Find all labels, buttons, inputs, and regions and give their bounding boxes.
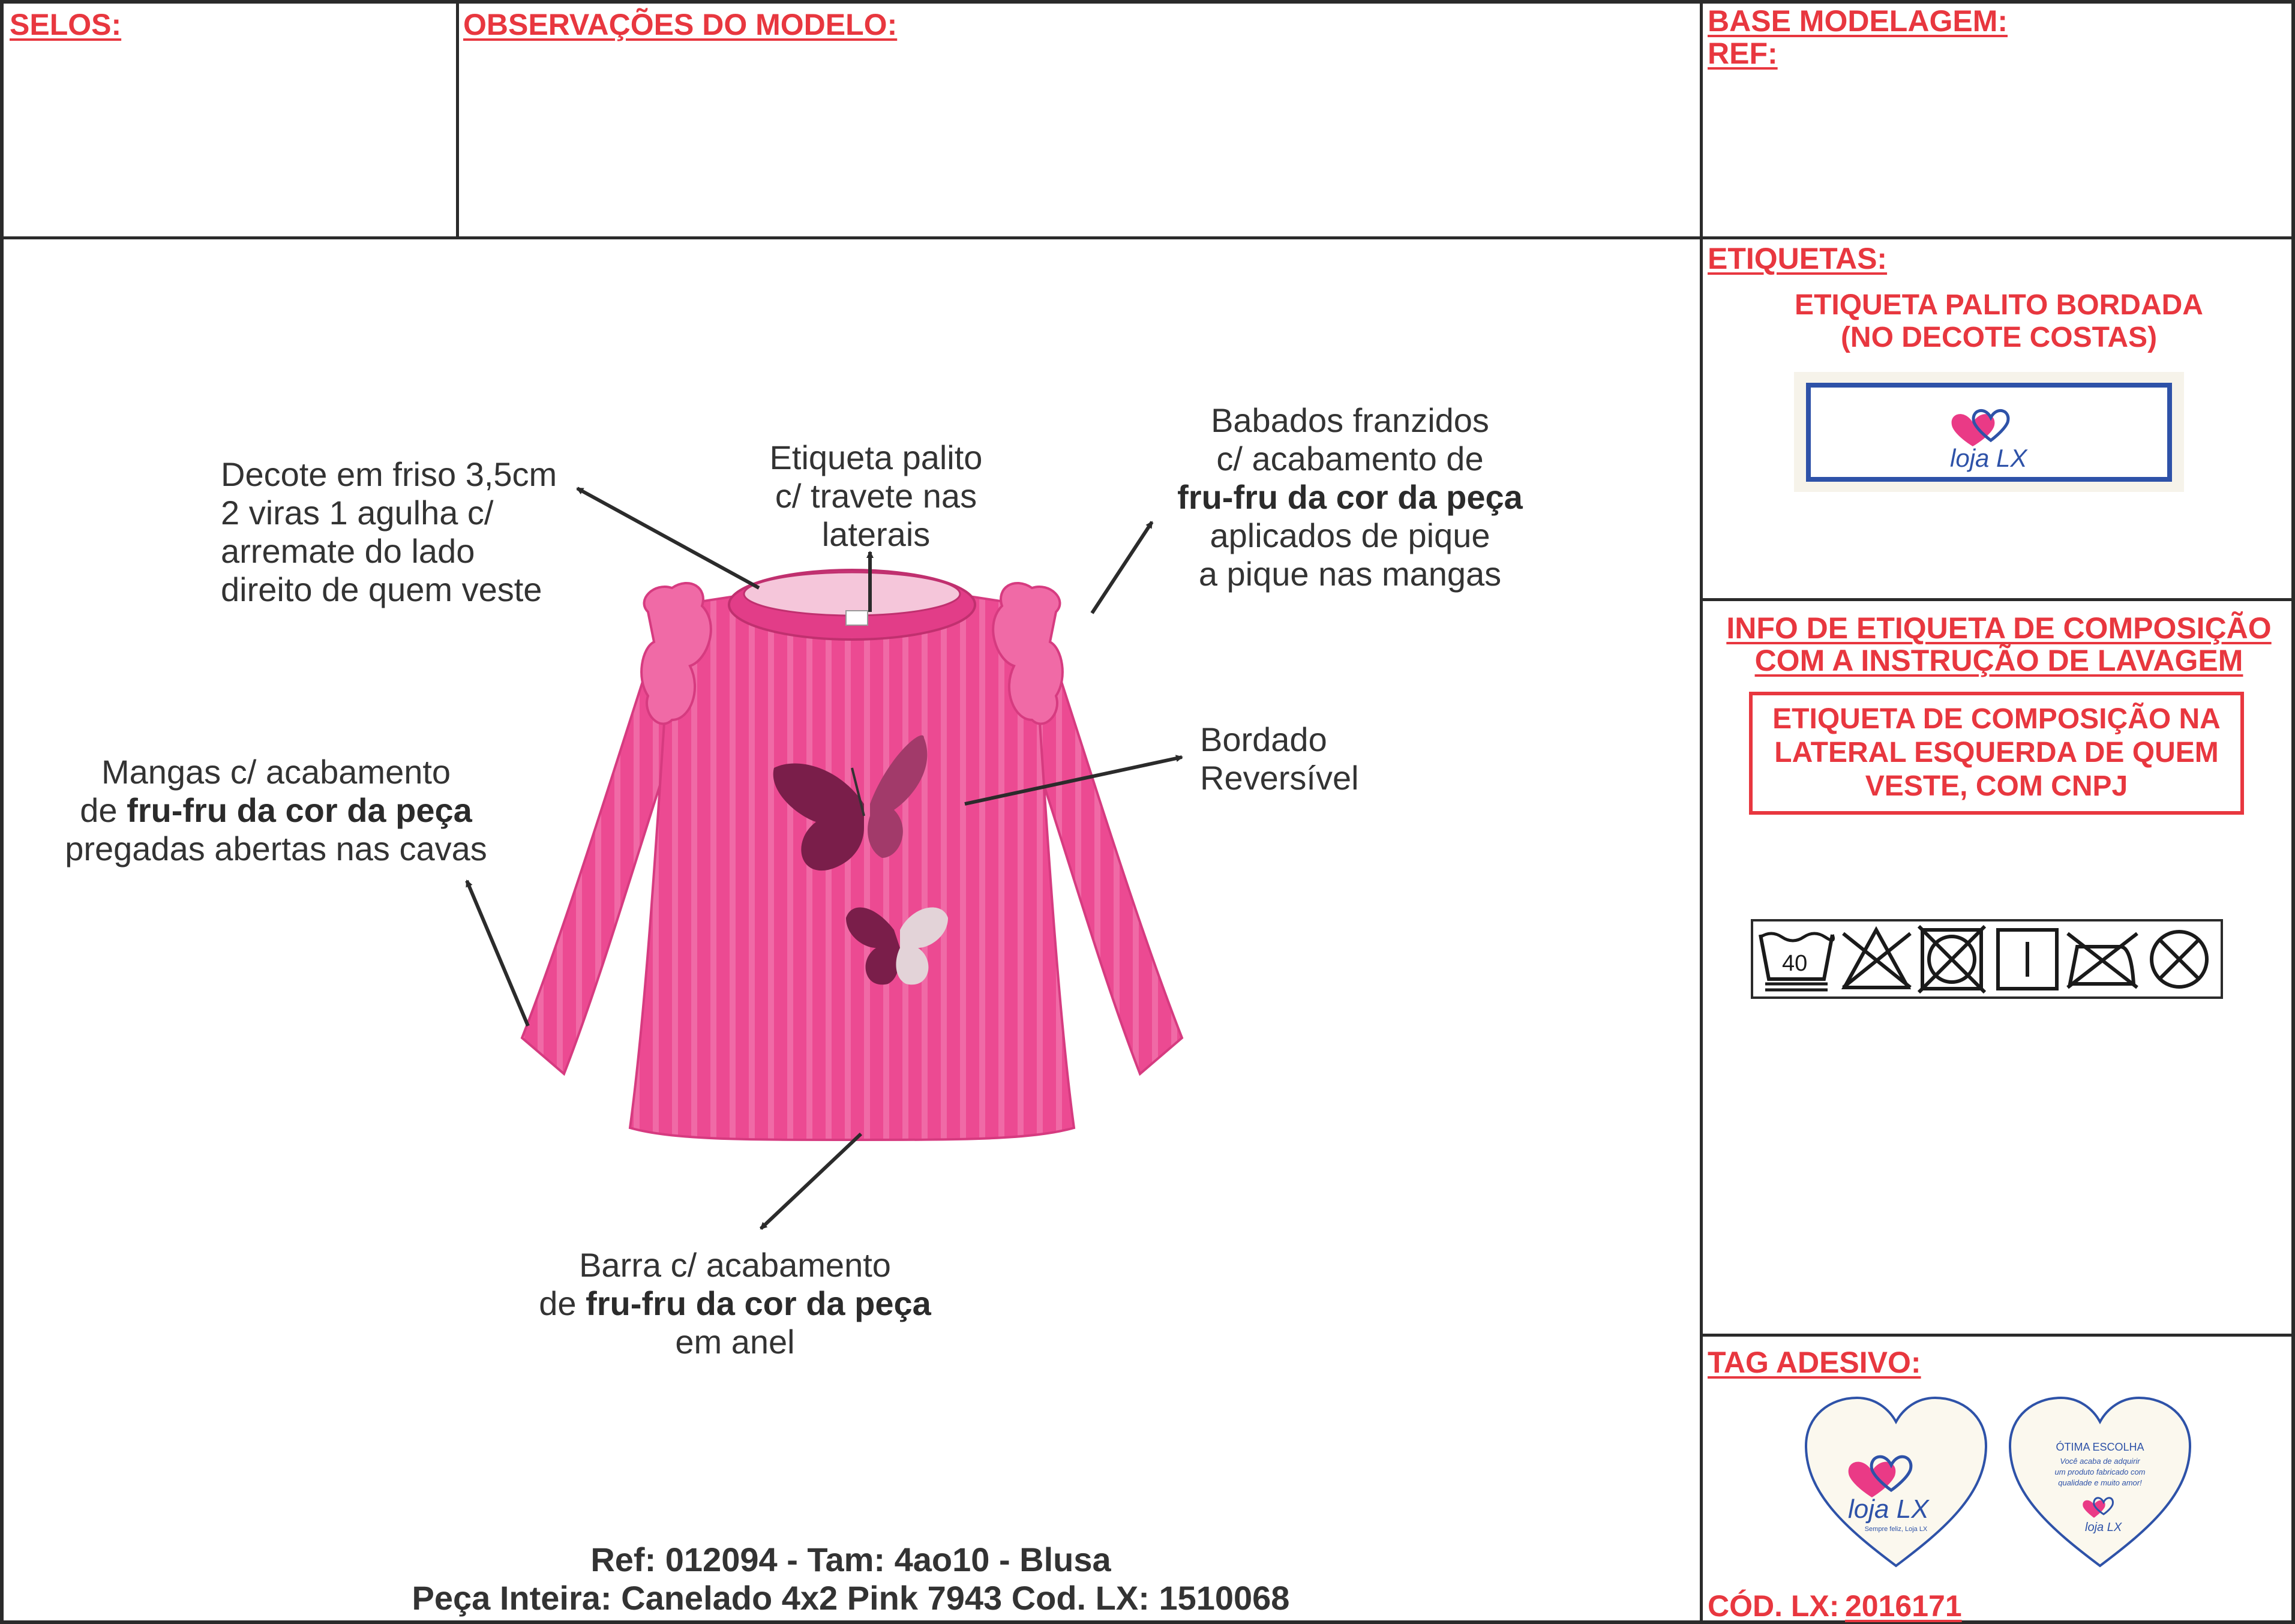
mangas-note-3: pregadas abertas nas cavas bbox=[65, 830, 487, 867]
decote-note-1: Decote em friso 3,5cm bbox=[221, 455, 557, 493]
border-right bbox=[2291, 0, 2295, 1624]
no-bleach-icon bbox=[1843, 930, 1910, 987]
babados-note-2: c/ acabamento de bbox=[1216, 440, 1484, 478]
babados-note-5: a pique nas mangas bbox=[1198, 555, 1502, 593]
barra-note-2-bold: fru-fru da cor da peça bbox=[586, 1284, 931, 1322]
etiqueta-note-1: Etiqueta palito bbox=[769, 439, 983, 476]
selos-label: SELOS: bbox=[10, 8, 122, 41]
barra-note-3: em anel bbox=[675, 1323, 795, 1361]
tag-front-slogan: Sempre feliz, Loja LX bbox=[1864, 1526, 1928, 1533]
etiqueta-note-2: c/ travete nas bbox=[775, 477, 977, 515]
observacoes-label: OBSERVAÇÕES DO MODELO: bbox=[463, 8, 898, 41]
cod-lx-value: 2016171 bbox=[1845, 1589, 1962, 1623]
arrow-mangas bbox=[467, 881, 528, 1026]
sidebar-hdivider-2 bbox=[1700, 1334, 2295, 1337]
tag-front-logo: loja LX bbox=[1848, 1494, 1929, 1524]
neck-label bbox=[846, 611, 868, 625]
line-dry-icon bbox=[1998, 930, 2057, 989]
wash-temp: 40 bbox=[1782, 951, 1808, 976]
brand-logo-text: loja LX bbox=[1950, 444, 2027, 472]
ref-label: REF: bbox=[1708, 37, 1778, 70]
care-symbols-strip bbox=[1751, 919, 2223, 999]
peca-line: Peça Inteira: Canelado 4x2 Pink 7943 Cod. LX: 1510068 bbox=[412, 1579, 1290, 1617]
wash-40-icon bbox=[1760, 933, 1834, 990]
tag-back-heart bbox=[2004, 1392, 2196, 1572]
tag-front-heart bbox=[1800, 1392, 1992, 1572]
embroidered-label bbox=[1806, 383, 2172, 482]
no-tumble-dry-icon bbox=[1919, 926, 1985, 992]
no-iron-icon bbox=[2068, 933, 2137, 987]
info-composicao-line1: INFO DE ETIQUETA DE COMPOSIÇÃO bbox=[1726, 611, 2272, 645]
decote-note-4: direito de quem veste bbox=[221, 571, 542, 608]
barra-note-1: Barra c/ acabamento bbox=[579, 1246, 891, 1284]
selos-divider bbox=[456, 0, 459, 238]
tag-back-text-2: um produto fabricado com bbox=[2054, 1467, 2146, 1476]
babados-note-3-bold: fru-fru da cor da peça bbox=[1177, 478, 1523, 516]
composicao-text-1: ETIQUETA DE COMPOSIÇÃO NA bbox=[1772, 703, 2221, 735]
mangas-note-2-bold: fru-fru da cor da peça bbox=[127, 791, 472, 829]
bordado-note-2: Reversível bbox=[1200, 759, 1359, 797]
header-divider bbox=[0, 236, 2295, 239]
tag-back-text-3: qualidade e muito amor! bbox=[2058, 1478, 2142, 1487]
babados-note-4: aplicados de pique bbox=[1210, 517, 1490, 554]
no-dry-clean-icon bbox=[2152, 932, 2207, 987]
barra-note-2-prefix: de bbox=[539, 1284, 586, 1322]
composicao-text-2: LATERAL ESQUERDA DE QUEM bbox=[1774, 737, 2219, 769]
etiquetas-label: ETIQUETAS: bbox=[1708, 242, 1888, 275]
base-modelagem-label: BASE MODELAGEM: bbox=[1708, 4, 2008, 38]
ref-line: Ref: 012094 - Tam: 4ao10 - Blusa bbox=[590, 1541, 1111, 1578]
garment-body bbox=[630, 594, 1074, 1140]
tag-back-title: ÓTIMA ESCOLHA bbox=[2056, 1441, 2144, 1453]
mangas-note-2-prefix: de bbox=[80, 791, 127, 829]
decote-note-3: arremate do lado bbox=[221, 532, 475, 570]
arrow-barra bbox=[761, 1134, 861, 1229]
bordado-note-1: Bordado bbox=[1200, 721, 1327, 758]
etiqueta-note-3: laterais bbox=[821, 515, 931, 553]
info-composicao-line2: COM A INSTRUÇÃO DE LAVAGEM bbox=[1754, 644, 2243, 677]
barra-note-2 bbox=[492, 1284, 978, 1323]
sidebar-divider bbox=[1700, 0, 1703, 1624]
tag-back-text-1: Você acaba de adquirir bbox=[2060, 1457, 2140, 1466]
tag-back-logo: loja LX bbox=[2085, 1521, 2122, 1534]
brand-logo-icon bbox=[1811, 388, 2167, 477]
cod-lx-prefix: CÓD. LX: bbox=[1708, 1589, 1840, 1623]
decote-note-2: 2 viras 1 agulha c/ bbox=[221, 494, 494, 532]
sidebar-hdivider-1 bbox=[1700, 598, 2295, 601]
babados-note-1: Babados franzidos bbox=[1211, 401, 1489, 439]
etiqueta-palito-text-2: (NO DECOTE COSTAS) bbox=[1840, 322, 2158, 353]
mangas-note-2 bbox=[24, 791, 528, 830]
composicao-text-3: VESTE, COM CNPJ bbox=[1865, 770, 2128, 802]
tag-adesivo-label: TAG ADESIVO: bbox=[1708, 1346, 1921, 1379]
babados-note-3 bbox=[1140, 478, 1560, 517]
mangas-note-1: Mangas c/ acabamento bbox=[101, 753, 451, 791]
etiqueta-palito-text-1: ETIQUETA PALITO BORDADA bbox=[1795, 289, 2203, 321]
